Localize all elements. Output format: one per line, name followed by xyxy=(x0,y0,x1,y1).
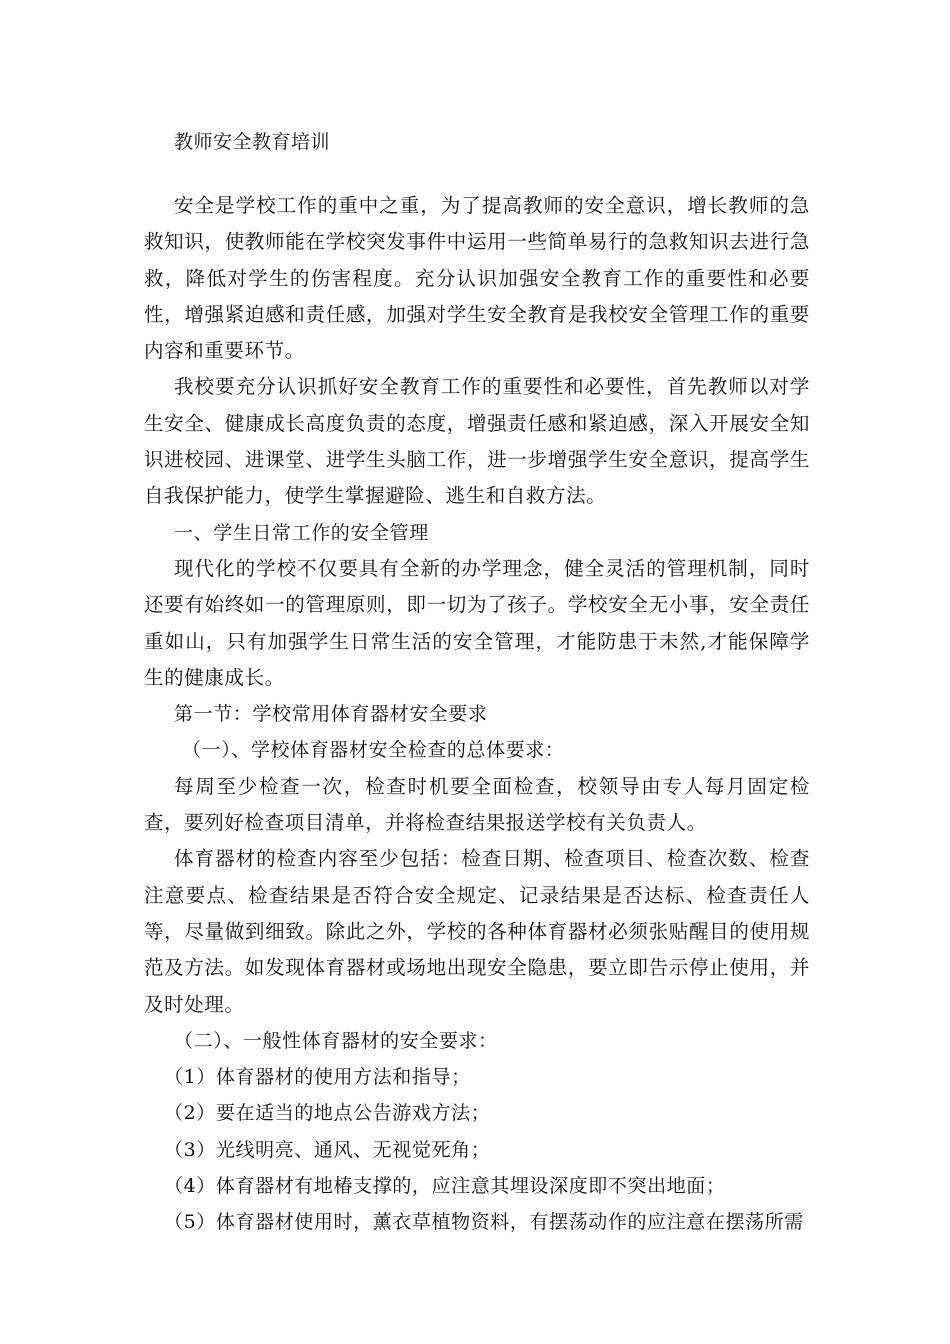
subsection-1-paragraph-2: 体育器材的检查内容至少包括：检查日期、检查项目、检查次数、检查注意要点、检查结果是否符合安全规定、记录结果是否达标、检查责任人等，尽量做到细致。除此之外，学校的各种体育器材必须张贴醒目的使用规范及方法。如发现体育器材或场地出现安全隐患，要立即告示停止使用，并及时处理。 xyxy=(144,847,810,1016)
list-item-2: （2）要在适当的地点公告游戏方法； xyxy=(164,1102,491,1125)
intro-paragraph-1: 安全是学校工作的重中之重，为了提高教师的安全意识，增长教师的急救知识，使教师能在学校突发事件中运用一些简单易行的急救知识去进行急救，降低对学生的伤害程度。充分认识加强安全教育工作的重要性和必要性，增强紧迫感和责任感，加强对学生安全教育是我校安全管理工作的重要内容和重要环节。 xyxy=(144,194,810,363)
section-1-heading: 一、学生日常工作的安全管理 xyxy=(174,521,429,544)
section-1-paragraph: 现代化的学校不仅要具有全新的办学理念，健全灵活的管理机制，同时还要有始终如一的管理原则，即一切为了孩子。学校安全无小事，安全责任重如山，只有加强学生日常生活的安全管理，才能防患于未然,才能保障学生的健康成长。 xyxy=(144,556,810,689)
list-item-4: （4）体育器材有地椿支撑的，应注意其埋设深度即不突出地面； xyxy=(164,1175,726,1198)
subsection-1-paragraph-1: 每周至少检查一次，检查时机要全面检查，校领导由专人每月固定检查，要列好检查项目清单，并将检查结果报送学校有关负责人。 xyxy=(144,774,810,835)
document-title: 教师安全教育培训 xyxy=(174,131,331,153)
document-page xyxy=(144,124,810,1241)
list-item-5: （5）体育器材使用时，薰衣草植物资料，有摆荡动作的应注意在摆荡所需 xyxy=(164,1211,804,1234)
subsection-1-heading: （一）、学校体育器材安全检查的总体要求： xyxy=(182,739,565,762)
intro-paragraph-2: 我校要充分认识抓好安全教育工作的重要性和必要性，首先教师以对学生安全、健康成长高度负责的态度，增强责任感和紧迫感，深入开展安全知识进校园、进课堂、进学生头脑工作，进一步增强学生安全意识，提高学生自我保护能力，使学生掌握避险、逃生和自救方法。 xyxy=(144,375,810,508)
list-item-3: （3）光线明亮、通风、无视觉死角； xyxy=(164,1138,491,1161)
subsection-2-heading: （二）、一般性体育器材的安全要求： xyxy=(174,1029,498,1052)
title-spacer xyxy=(144,160,810,188)
list-item-1: （1）体育器材的使用方法和指导； xyxy=(164,1066,471,1089)
chapter-1-heading: 第一节：学校常用体育器材安全要求 xyxy=(174,703,488,726)
